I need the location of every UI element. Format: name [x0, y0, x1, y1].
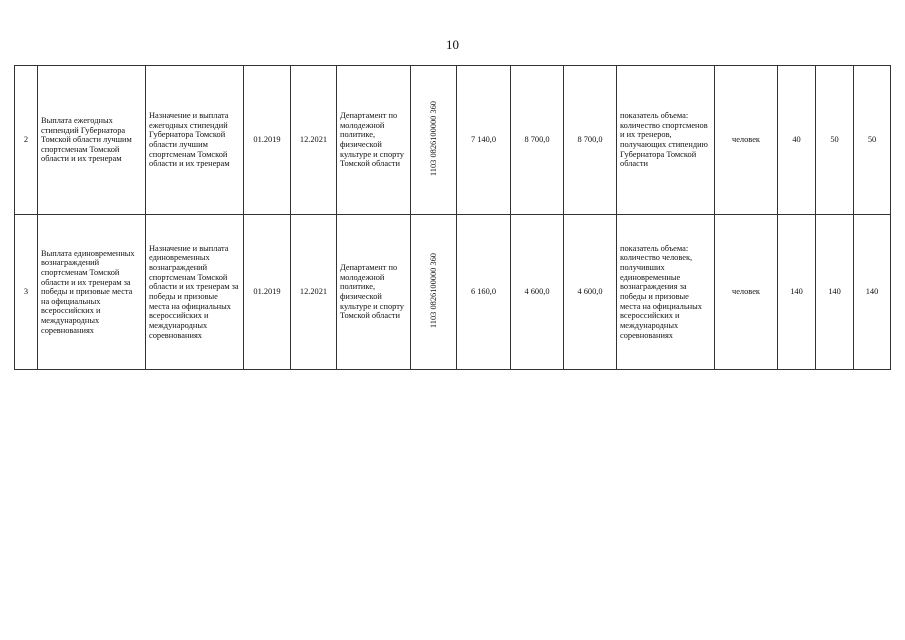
amount-year-3: 4 600,0 — [564, 215, 617, 370]
executor: Департамент по молодежной политике, физической культуре и спорту Томской области — [337, 215, 411, 370]
amount-year-3: 8 700,0 — [564, 66, 617, 215]
value-year-1: 40 — [778, 66, 816, 215]
value-year-1: 140 — [778, 215, 816, 370]
start-date: 01.2019 — [244, 66, 291, 215]
table-row — [15, 215, 891, 370]
end-date: 12.2021 — [291, 215, 337, 370]
unit: человек — [715, 66, 778, 215]
activity-title: Выплата ежегодных стипендий Губернатора Томской области лучшим спортсменам Томской области и их тренерам — [38, 66, 146, 215]
budget-code-cell — [411, 215, 457, 370]
budget-code: 1103 0826100000 360 — [428, 101, 438, 177]
amount-year-1: 6 160,0 — [457, 215, 511, 370]
amount-year-1: 7 140,0 — [457, 66, 511, 215]
value-year-3: 140 — [854, 215, 891, 370]
row-number: 3 — [15, 215, 38, 370]
budget-code: 1103 0826100000 360 — [428, 253, 438, 329]
start-date: 01.2019 — [244, 215, 291, 370]
value-year-2: 140 — [816, 215, 854, 370]
activity-purpose: Назначение и выплата ежегодных стипендий Губернатора Томской области лучшим спортсменам Томской области и их тренерам — [146, 66, 244, 215]
activity-purpose: Назначение и выплата единовременных вознаграждений спортсменам Томской области и их тренерам за победы и призовые места на официальных всероссийских и международных соревнованиях — [146, 215, 244, 370]
indicator: показатель объема: количество спортсменов и их тренеров, получающих стипендию Губернатора Томской области — [617, 66, 715, 215]
value-year-2: 50 — [816, 66, 854, 215]
page-number: 10 — [446, 37, 459, 52]
executor: Департамент по молодежной политике, физической культуре и спорту Томской области — [337, 66, 411, 215]
amount-year-2: 8 700,0 — [511, 66, 564, 215]
indicator: показатель объема: количество человек, получивших единовременные вознаграждения за победы и призовые места на официальных всероссийских и международных соревнованиях — [617, 215, 715, 370]
value-year-3: 50 — [854, 66, 891, 215]
table-row — [15, 66, 891, 215]
unit: человек — [715, 215, 778, 370]
amount-year-2: 4 600,0 — [511, 215, 564, 370]
program-activities-table — [14, 65, 891, 370]
row-number: 2 — [15, 66, 38, 215]
activity-title: Выплата единовременных вознаграждений спортсменам Томской области и их тренерам за победы и призовые места на официальных всероссийских и международных соревнованиях — [38, 215, 146, 370]
end-date: 12.2021 — [291, 66, 337, 215]
budget-code-cell — [411, 66, 457, 215]
